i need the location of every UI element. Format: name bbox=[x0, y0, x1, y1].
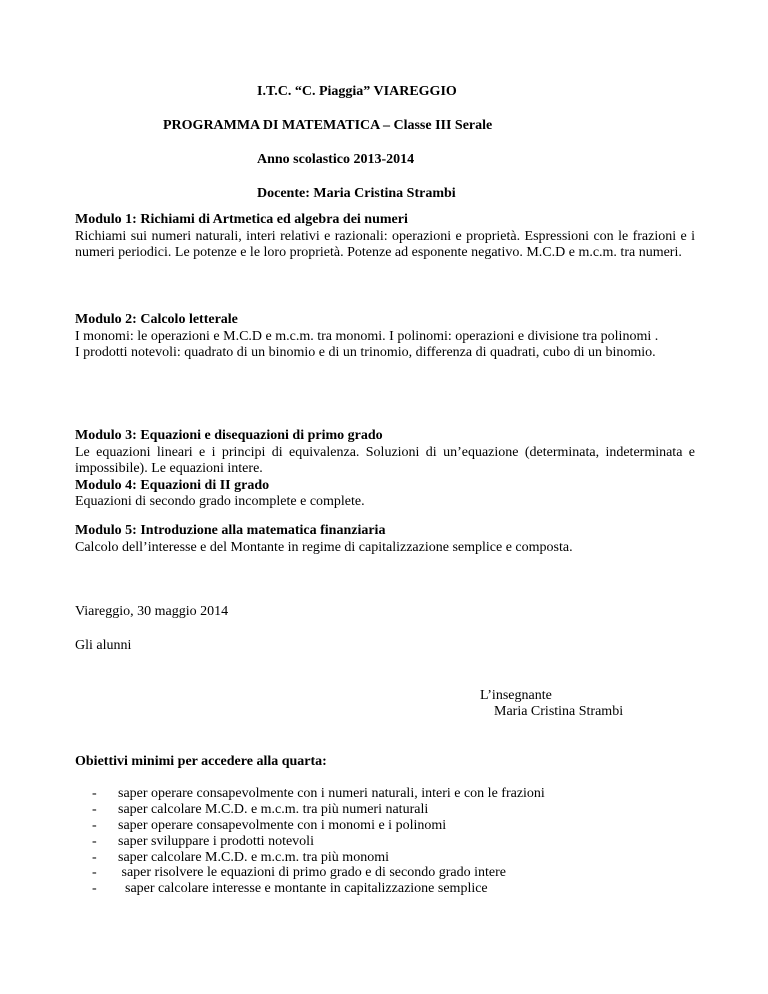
objective-text: saper calcolare M.C.D. e m.c.m. tra più monomi bbox=[118, 849, 389, 865]
module-1 bbox=[75, 212, 695, 262]
objective-text: saper calcolare M.C.D. e m.c.m. tra più numeri naturali bbox=[118, 801, 429, 817]
module-2-title: Modulo 2: Calcolo letterale bbox=[75, 312, 238, 327]
bullet-dash: - bbox=[92, 801, 97, 817]
objective-text: saper operare consapevolmente con i monomi e i polinomi bbox=[118, 817, 447, 833]
objective-text: saper operare consapevolmente con i numeri naturali, interi e con le frazioni bbox=[118, 786, 545, 801]
bullet-dash: - bbox=[92, 881, 97, 897]
module-3 bbox=[75, 428, 695, 511]
students-label: Gli alunni bbox=[75, 638, 132, 653]
module-2-body-2: I prodotti notevoli: quadrato di un binomio e di un trinomio, differenza di quadrati, cubo di un binomio. bbox=[75, 345, 656, 360]
module-2 bbox=[75, 312, 695, 362]
bullet-dash: - bbox=[92, 849, 97, 865]
school-name: I.T.C. “C. Piaggia” VIAREGGIO bbox=[257, 84, 457, 99]
module-4-body: Equazioni di secondo grado incomplete e complete. bbox=[75, 494, 365, 509]
bullet-dash: - bbox=[92, 786, 97, 801]
module-4-title: Modulo 4: Equazioni di II grado bbox=[75, 477, 270, 493]
teacher-role: L’insegnante bbox=[480, 688, 552, 703]
module-5-body: Calcolo dell’interesse e del Montante in regime di capitalizzazione semplice e composta. bbox=[75, 539, 573, 555]
bullet-dash: - bbox=[92, 865, 97, 881]
module-2-body: I monomi: le operazioni e M.C.D e m.c.m. tra monomi. I polinomi: operazioni e divisione tra polinomi . bbox=[75, 328, 659, 344]
objective-text: saper calcolare interesse e montante in capitalizzazione semplice bbox=[118, 881, 488, 897]
module-1-title: Modulo 1: Richiami di Artmetica ed algebra dei numeri bbox=[75, 212, 408, 227]
module-5-title: Modulo 5: Introduzione alla matematica finanziaria bbox=[75, 523, 386, 538]
module-5 bbox=[75, 523, 695, 556]
objective-text: saper risolvere le equazioni di primo grado e di secondo grado intere bbox=[118, 865, 506, 881]
school-year: Anno scolastico 2013-2014 bbox=[257, 152, 415, 167]
program-title: PROGRAMMA DI MATEMATICA – Classe III Serale bbox=[163, 118, 493, 133]
module-1-body: Richiami sui numeri naturali, interi relativi e razionali: operazioni e proprietà. Espressioni con le frazioni e i numeri periodici. Le potenze e le loro proprietà. Potenze ad esponente negativo. M.C.D e m.c.m. tra numeri. bbox=[75, 228, 695, 260]
objective-text: saper sviluppare i prodotti notevoli bbox=[118, 833, 314, 849]
bullet-dash: - bbox=[92, 817, 97, 833]
objectives-title: Obiettivi minimi per accedere alla quarta: bbox=[75, 754, 327, 769]
module-3-title: Modulo 3: Equazioni e disequazioni di primo grado bbox=[75, 428, 383, 443]
place-date: Viareggio, 30 maggio 2014 bbox=[75, 604, 229, 619]
teacher-line: Docente: Maria Cristina Strambi bbox=[257, 186, 456, 201]
bullet-dash: - bbox=[92, 833, 97, 849]
teacher-signature-name: Maria Cristina Strambi bbox=[494, 704, 624, 719]
module-3-body: Le equazioni lineari e i principi di equivalenza. Soluzioni di un’equazione (determinata, indeterminata e impossibile). Le equazioni intere. bbox=[75, 444, 695, 476]
